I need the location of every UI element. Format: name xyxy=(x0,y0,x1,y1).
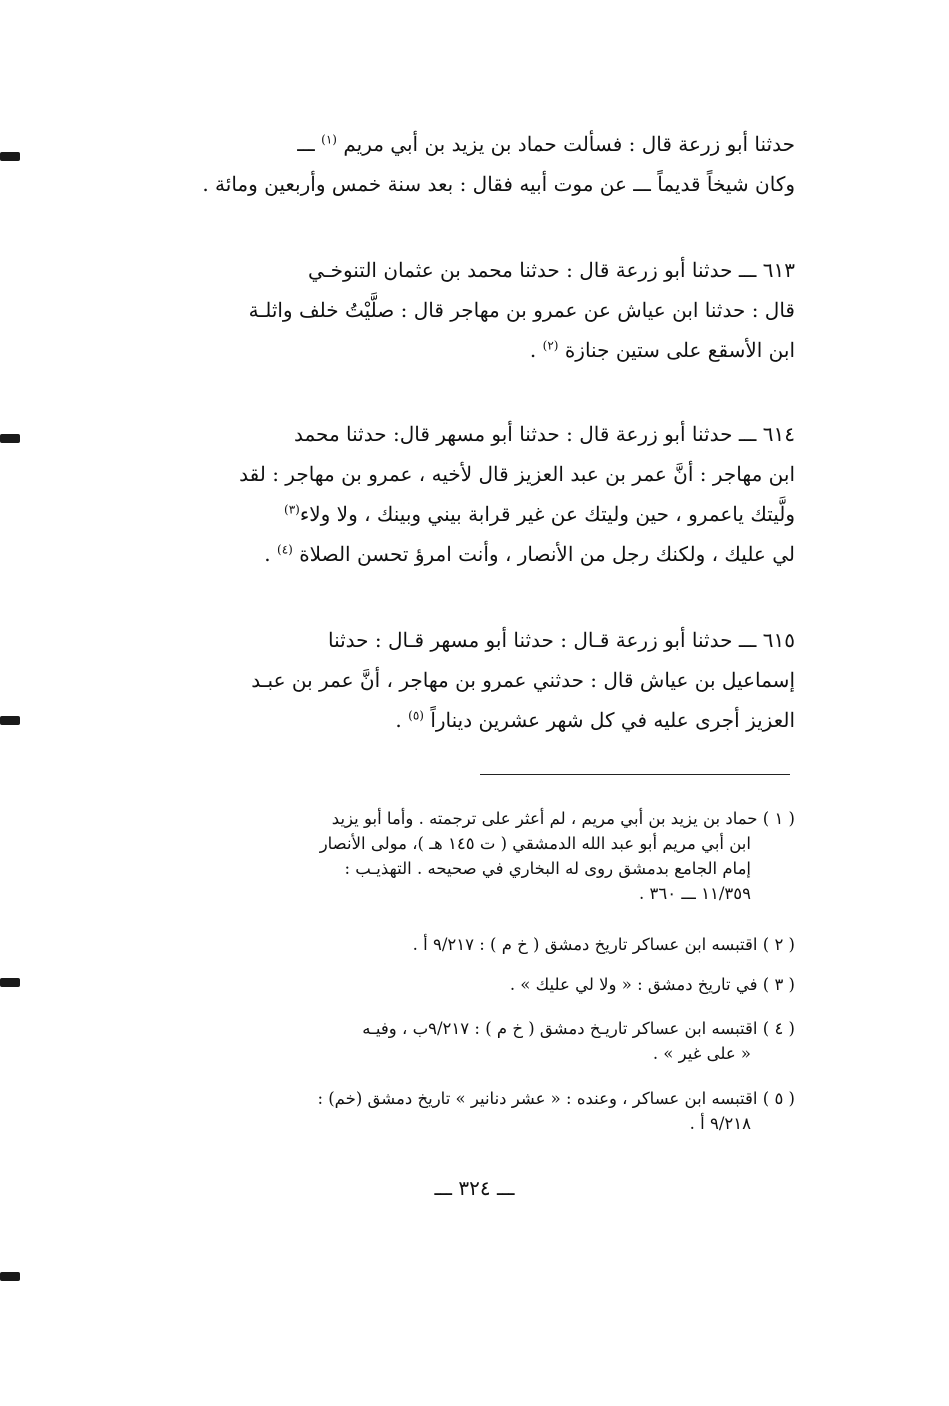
footnote-line: ( ٣ ) في تاريخ دمشق : « ولا لي عليك » . xyxy=(509,975,795,994)
footnote-line: ( ١ ) حماد بن يزيد بن أبي مريم ، لم أعثر على ترجمته . وأما أبو يزيد xyxy=(331,809,795,828)
text-line: إسماعيل بن عياش قال : حدثني عمرو بن مهاجر ، أنَّ عمر بن عبـد xyxy=(251,668,795,692)
text-line: ولَّيتك ياعمرو ، حين وليتك عن غير قرابة بيني وبينك ، ولا ولاء$^{(٣)}$ xyxy=(284,502,795,526)
footnote-ref: (٣) xyxy=(284,502,300,517)
paragraph-615 xyxy=(150,620,795,740)
footnote-4 xyxy=(150,1016,795,1066)
text-line: قال : حدثنا ابن عياش عن عمرو بن مهاجر قال : صلَّيْتُ خلف واثلـة xyxy=(248,298,795,322)
text-line: العزيز أجرى عليه في كل شهر عشرين ديناراً $^{(٥)}$ . xyxy=(395,708,795,732)
text-line: ٦١٤ ـــ حدثنا أبو زرعة قال : حدثنا أبو مسهر قال: حدثنا محمد xyxy=(294,422,795,446)
binding-mark xyxy=(0,152,20,161)
footnote-5 xyxy=(150,1086,795,1136)
footnote-line: ابن أبي مريم أبو عبد الله الدمشقي ( ت ١٤٥ هـ )، مولى الأنصار xyxy=(319,834,751,853)
footnote-ref: (١) xyxy=(321,132,337,147)
text-line: حدثنا أبو زرعة قال : فسألت حماد بن يزيد بن أبي مريم $^{(١)}$ ـــ xyxy=(297,132,795,156)
footnote-2 xyxy=(150,932,795,957)
footnote-line: « على غير » . xyxy=(652,1044,751,1063)
text-line: ٦١٣ ـــ حدثنا أبو زرعة قال : حدثنا محمد بن عثمان التنوخـي xyxy=(308,258,795,282)
text-line: لي عليك ، ولكنك رجل من الأنصار ، وأنت امرؤ تحسن الصلاة $^{(٤)}$ . xyxy=(264,542,795,566)
footnote-line: ١١/٣٥٩ ـــ ٣٦٠ . xyxy=(639,884,751,903)
footnote-ref: (٥) xyxy=(408,708,424,723)
text-line: ٦١٥ ـــ حدثنا أبو زرعة قـال : حدثنا أبو مسهر قـال : حدثنا xyxy=(327,628,795,652)
binding-mark xyxy=(0,978,20,987)
binding-mark xyxy=(0,1272,20,1281)
footnote-line: ( ٢ ) اقتبسه ابن عساكر تاريخ دمشق ( خ م ) : ٩/٢١٧ أ . xyxy=(412,935,795,954)
footnote-1 xyxy=(150,806,795,906)
page-number: ـــ ٣٢٤ ـــ xyxy=(434,1176,515,1200)
footnote-line: إمام الجامع بدمشق روى له البخاري في صحيحه . التهذيـب : xyxy=(344,859,751,878)
footnote-3 xyxy=(150,972,795,997)
footnote-line: ( ٥ ) اقتبسه ابن عساكر ، وعنده : « عشر دنانير » تاريخ دمشق (خم) : xyxy=(317,1089,795,1108)
text-line: ابن مهاجر : أنَّ عمر بن عبد العزيز قال لأخيه ، عمرو بن مهاجر : لقد xyxy=(239,462,795,486)
text-line: وكان شيخاً قديماً ـــ عن موت أبيه فقال : بعد سنة خمس وأربعين ومائة . xyxy=(202,172,795,196)
binding-mark xyxy=(0,716,20,725)
footnote-ref: (٢) xyxy=(542,338,559,353)
footnote-line: ( ٤ ) اقتبسه ابن عساكر تاريـخ دمشق ( خ م ) : ٩/٢١٧ب ، وفيـه xyxy=(362,1019,795,1038)
paragraph-1 xyxy=(150,124,795,204)
footnote-ref: (٤) xyxy=(277,542,293,557)
paragraph-614 xyxy=(150,414,795,574)
footnote-line: ٩/٢١٨ أ . xyxy=(689,1114,751,1133)
binding-mark xyxy=(0,434,20,443)
footnote-separator xyxy=(480,774,790,775)
text-line: ابن الأسقع على ستين جنازة $^{(٢)}$ . xyxy=(529,338,795,362)
paragraph-613 xyxy=(150,250,795,370)
